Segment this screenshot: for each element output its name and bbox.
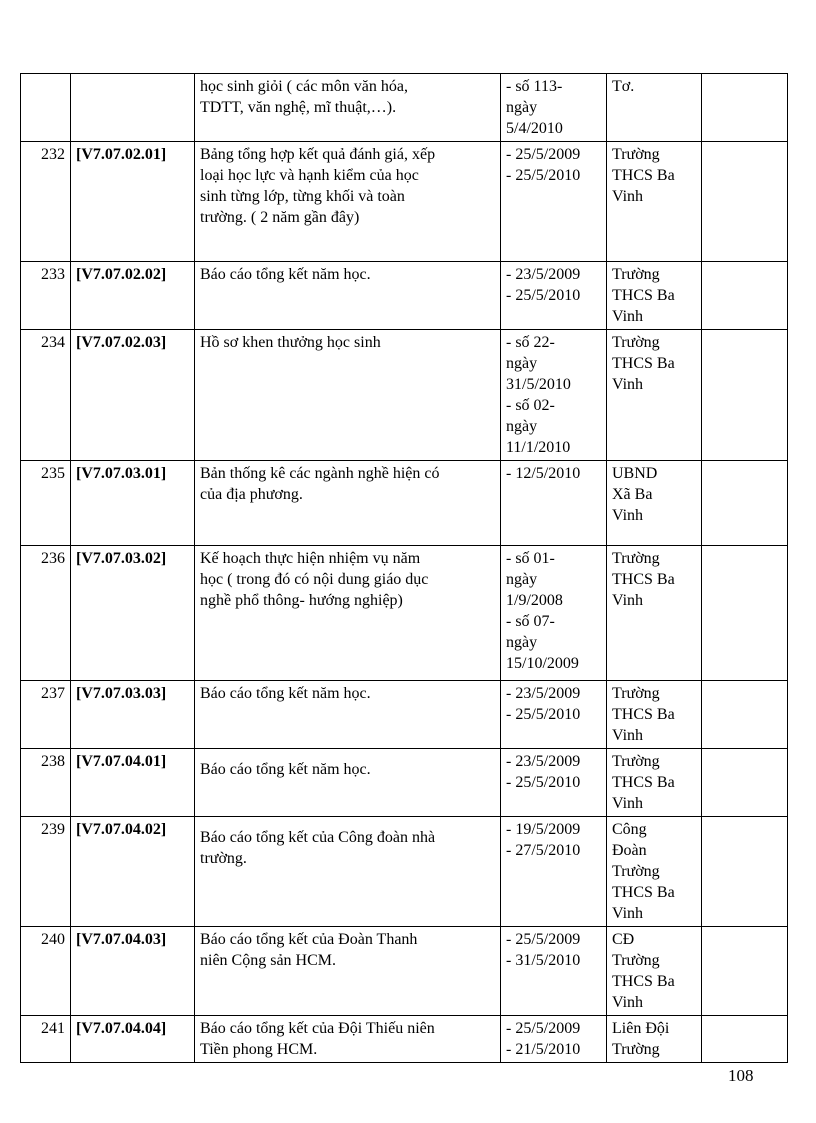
evidence-content — [195, 262, 501, 330]
issuing-organization — [607, 681, 702, 749]
row-number — [21, 74, 71, 142]
table-row — [21, 330, 788, 461]
content-line: trường. — [200, 850, 247, 867]
row-number: 240 — [21, 927, 71, 1016]
content-line: TDTT, văn nghệ, mĩ thuật,…). — [200, 99, 397, 116]
org-line: Vinh — [612, 727, 644, 744]
org-line: Vinh — [612, 188, 644, 205]
org-line: Vinh — [612, 308, 644, 325]
content-line: nghề phổ thông- hướng nghiệp) — [200, 592, 403, 609]
content-line: sinh từng lớp, từng khối và toàn — [200, 188, 405, 205]
content-line: Bản thống kê các ngành nghề hiện có — [200, 465, 440, 482]
content-line: loại học lực và hạnh kiểm của học — [200, 167, 419, 184]
table-row — [21, 817, 788, 927]
org-line: Liên Đội — [612, 1020, 670, 1037]
date-line: - 25/5/2010 — [506, 774, 581, 791]
table-row — [21, 74, 788, 142]
note-cell — [702, 262, 788, 330]
date-line: 11/1/2010 — [506, 439, 571, 456]
content-line: trường. ( 2 năm gần đây) — [200, 209, 360, 226]
note-cell — [702, 330, 788, 461]
issue-date — [501, 330, 607, 461]
date-line: ngày — [506, 418, 538, 435]
date-line: 15/10/2009 — [506, 655, 579, 672]
row-number: 237 — [21, 681, 71, 749]
evidence-content — [195, 749, 501, 817]
issue-date — [501, 817, 607, 927]
date-line: - 21/5/2010 — [506, 1041, 581, 1058]
org-line: UBND — [612, 465, 658, 482]
row-number: 235 — [21, 461, 71, 546]
note-cell — [702, 927, 788, 1016]
date-line: - 23/5/2009 — [506, 685, 581, 702]
evidence-code: [V7.07.04.01] — [71, 749, 195, 817]
row-number: 239 — [21, 817, 71, 927]
row-number: 233 — [21, 262, 71, 330]
org-line: Vinh — [612, 507, 644, 524]
note-cell — [702, 1016, 788, 1063]
evidence-content — [195, 927, 501, 1016]
issuing-organization — [607, 546, 702, 681]
note-cell — [702, 461, 788, 546]
org-line: Trường — [612, 685, 660, 702]
date-line: 1/9/2008 — [506, 592, 563, 609]
date-line: ngày — [506, 99, 538, 116]
date-line: - số 07- — [506, 613, 555, 630]
table-row — [21, 461, 788, 546]
date-line: - số 02- — [506, 397, 555, 414]
content-line: Báo cáo tổng kết của Đoàn Thanh — [200, 931, 418, 948]
date-line: - 25/5/2010 — [506, 287, 581, 304]
evidence-code: [V7.07.03.03] — [71, 681, 195, 749]
date-line: - 27/5/2010 — [506, 842, 581, 859]
date-line: - số 113- — [506, 78, 563, 95]
evidence-code: [V7.07.04.03] — [71, 927, 195, 1016]
content-line: niên Cộng sản HCM. — [200, 952, 336, 969]
evidence-content — [195, 330, 501, 461]
issuing-organization — [607, 262, 702, 330]
org-line: THCS Ba — [612, 774, 675, 791]
date-line: - 25/5/2009 — [506, 146, 581, 163]
issuing-organization — [607, 142, 702, 262]
evidence-content — [195, 546, 501, 681]
date-line: ngày — [506, 355, 538, 372]
issue-date — [501, 461, 607, 546]
evidence-code: [V7.07.02.02] — [71, 262, 195, 330]
org-line: Vinh — [612, 795, 644, 812]
evidence-code: [V7.07.02.01] — [71, 142, 195, 262]
issuing-organization — [607, 74, 702, 142]
org-line: Đoàn — [612, 842, 647, 859]
evidence-content — [195, 681, 501, 749]
org-line: Vinh — [612, 905, 644, 922]
org-line: THCS Ba — [612, 973, 675, 990]
page-number: 108 — [728, 1066, 754, 1085]
org-line: Trường — [612, 1041, 660, 1058]
note-cell — [702, 817, 788, 927]
evidence-content — [195, 817, 501, 927]
content-line: học ( trong đó có nội dung giáo dục — [200, 571, 429, 588]
note-cell — [702, 681, 788, 749]
row-number: 232 — [21, 142, 71, 262]
row-number: 241 — [21, 1016, 71, 1063]
content-line: Báo cáo tổng kết năm học. — [200, 761, 371, 778]
row-number: 234 — [21, 330, 71, 461]
date-line: - 25/5/2010 — [506, 706, 581, 723]
content-line: Hồ sơ khen thưởng học sinh — [200, 334, 381, 351]
issue-date — [501, 927, 607, 1016]
note-cell — [702, 74, 788, 142]
org-line: THCS Ba — [612, 884, 675, 901]
date-line: - 19/5/2009 — [506, 821, 581, 838]
issue-date — [501, 1016, 607, 1063]
org-line: Trường — [612, 753, 660, 770]
org-line: Trường — [612, 334, 660, 351]
date-line: - 23/5/2009 — [506, 753, 581, 770]
date-line: - 31/5/2010 — [506, 952, 581, 969]
date-line: ngày — [506, 571, 538, 588]
org-line: Trường — [612, 266, 660, 283]
org-line: Vinh — [612, 376, 644, 393]
note-cell — [702, 749, 788, 817]
content-line: Tiền phong HCM. — [200, 1041, 318, 1058]
issue-date — [501, 142, 607, 262]
table-row — [21, 749, 788, 817]
evidence-code — [71, 74, 195, 142]
content-line: Báo cáo tổng kết của Công đoàn nhà — [200, 829, 436, 846]
issuing-organization — [607, 1016, 702, 1063]
org-line: THCS Ba — [612, 167, 675, 184]
content-line: Báo cáo tổng kết năm học. — [200, 685, 371, 702]
date-line: 5/4/2010 — [506, 120, 563, 137]
issue-date — [501, 74, 607, 142]
issue-date — [501, 262, 607, 330]
date-line: - 25/5/2009 — [506, 1020, 581, 1037]
org-line: Trường — [612, 550, 660, 567]
org-line: Trường — [612, 952, 660, 969]
content-line: Bảng tổng hợp kết quả đánh giá, xếp — [200, 146, 436, 163]
org-line: Tơ. — [612, 78, 635, 95]
date-line: - 12/5/2010 — [506, 465, 581, 482]
date-line: - số 22- — [506, 334, 555, 351]
evidence-content — [195, 142, 501, 262]
content-line: của địa phương. — [200, 486, 303, 503]
content-line: Báo cáo tổng kết của Đội Thiếu niên — [200, 1020, 435, 1037]
evidence-code: [V7.07.03.02] — [71, 546, 195, 681]
issuing-organization — [607, 927, 702, 1016]
org-line: Vinh — [612, 994, 644, 1011]
date-line: - 25/5/2010 — [506, 167, 581, 184]
org-line: THCS Ba — [612, 287, 675, 304]
issue-date — [501, 546, 607, 681]
evidence-code: [V7.07.04.02] — [71, 817, 195, 927]
org-line: CĐ — [612, 931, 635, 948]
content-line: học sinh giỏi ( các môn văn hóa, — [200, 78, 408, 95]
table-row — [21, 681, 788, 749]
org-line: Vinh — [612, 592, 644, 609]
content-line: Báo cáo tổng kết năm học. — [200, 266, 371, 283]
org-line: Xã Ba — [612, 486, 653, 503]
org-line: Trường — [612, 146, 660, 163]
date-line: - số 01- — [506, 550, 555, 567]
content-line: Kế hoạch thực hiện nhiệm vụ năm — [200, 550, 421, 567]
issuing-organization — [607, 461, 702, 546]
note-cell — [702, 546, 788, 681]
evidence-table — [20, 73, 788, 1063]
org-line: Trường — [612, 863, 660, 880]
table-row — [21, 142, 788, 262]
evidence-content — [195, 74, 501, 142]
evidence-code: [V7.07.04.04] — [71, 1016, 195, 1063]
evidence-code: [V7.07.03.01] — [71, 461, 195, 546]
issuing-organization — [607, 330, 702, 461]
org-line: Công — [612, 821, 647, 838]
org-line: THCS Ba — [612, 355, 675, 372]
issue-date — [501, 681, 607, 749]
date-line: - 25/5/2009 — [506, 931, 581, 948]
evidence-content — [195, 461, 501, 546]
row-number: 238 — [21, 749, 71, 817]
date-line: 31/5/2010 — [506, 376, 571, 393]
issuing-organization — [607, 749, 702, 817]
row-number: 236 — [21, 546, 71, 681]
date-line: ngày — [506, 634, 538, 651]
table-row — [21, 546, 788, 681]
table-row — [21, 1016, 788, 1063]
date-line: - 23/5/2009 — [506, 266, 581, 283]
evidence-content — [195, 1016, 501, 1063]
issuing-organization — [607, 817, 702, 927]
issue-date — [501, 749, 607, 817]
evidence-code: [V7.07.02.03] — [71, 330, 195, 461]
org-line: THCS Ba — [612, 571, 675, 588]
org-line: THCS Ba — [612, 706, 675, 723]
table-row — [21, 262, 788, 330]
table-row — [21, 927, 788, 1016]
note-cell — [702, 142, 788, 262]
table-body — [21, 74, 788, 1063]
